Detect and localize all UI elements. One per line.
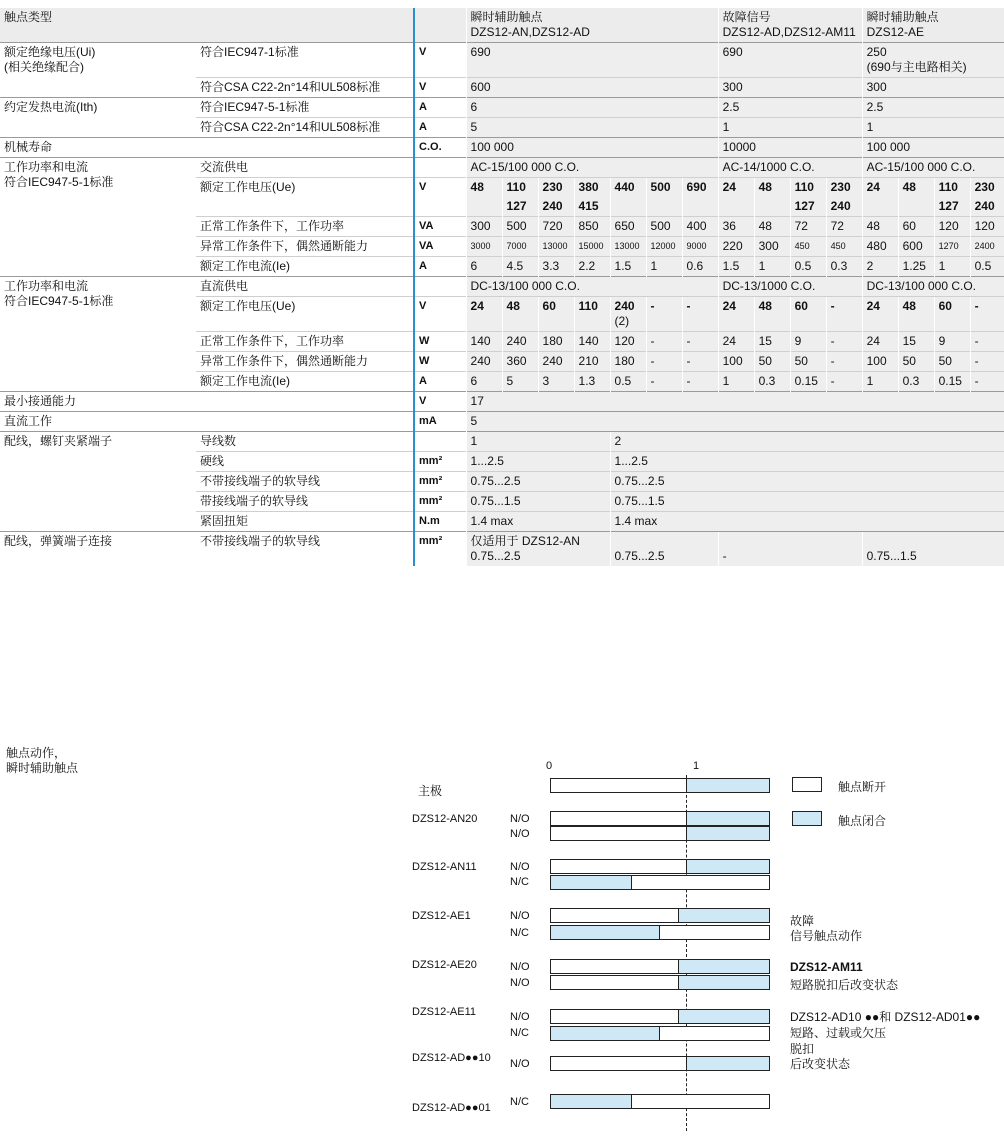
legend-open-swatch — [792, 777, 822, 792]
table-row: 直流工作 mA 5 — [0, 412, 1004, 432]
table-row: 异常工作条件下，偶然通断能力 W 240 360 240 210 180 - - 100 50 50 - 100 50 50 - — [0, 352, 1004, 372]
diagram-title: 触点动作， 瞬时辅助触点 — [6, 746, 79, 775]
table-row: 额定工作电压(Ue) V 48 110 230 380 440 500 690 24 48 110 230 24 48 110 230 — [0, 178, 1004, 198]
group2-header: 故障信号 DZS12-AD,DZS12-AM11 — [718, 8, 862, 43]
table-row: 正常工作条件下，工作功率 W 140 240 180 140 120 - - 24 15 9 - 24 15 9 - — [0, 332, 1004, 352]
table-row: 最小接通能力 V 17 — [0, 392, 1004, 412]
table-row: 配线，螺钉夹紧端子 导线数 1 2 — [0, 432, 1004, 452]
row-name: DZS12-AN11 — [412, 861, 477, 873]
axis-zero: 0 — [546, 760, 553, 772]
header-label: 触点类型 — [0, 8, 414, 43]
main-pole-label: 主极 — [418, 784, 443, 798]
row-name: DZS12-AE20 — [412, 959, 477, 971]
table-row: 机械寿命 C.O. 100 000 10000 100 000 — [0, 138, 1004, 158]
table-row: 不带接线端子的软导线 mm² 0.75...2.5 0.75...2.5 — [0, 472, 1004, 492]
table-row: 紧固扭矩 N.m 1.4 max 1.4 max — [0, 512, 1004, 532]
main-pole-closed — [686, 778, 770, 793]
ui-label: 额定绝缘电压(Ui) (相关绝缘配合) — [0, 43, 196, 98]
table-row: 正常工作条件下，工作功率 VA 300 500 720 850 650 500 400 36 48 72 72 48 60 120 120 — [0, 217, 1004, 237]
table-row: 约定发热电流(Ith) 符合IEC947-5-1标准 A 6 2.5 2.5 — [0, 98, 1004, 118]
table-row: 异常工作条件下，偶然通断能力 VA 3000 7000 13000 15000 13000 12000 9000 220 300 450 450 480 600 1270 2400 — [0, 237, 1004, 257]
table-row: 额定工作电流(Ie) A 6 4.5 3.3 2.2 1.5 1 0.6 1.5 1 0.5 0.3 2 1.25 1 0.5 — [0, 257, 1004, 277]
table-row: 配线，弹簧端子连接 不带接线端子的软导线 mm² 仅适用于 DZS12-AN 0.75...2.5 0.75...2.5 - 0.75...1.5 — [0, 532, 1004, 567]
row-name: DZS12-AE11 — [412, 1006, 476, 1018]
table-row: 硬线 mm² 1...2.5 1...2.5 — [0, 452, 1004, 472]
table-row: 符合CSA C22-2n°14和UL508标准 V 600 300 300 — [0, 78, 1004, 98]
table-row: 额定绝缘电压(Ui) (相关绝缘配合) 符合IEC947-1标准 V 690 690 250 (690与主电路相关) — [0, 43, 1004, 78]
legend-open-label: 触点断开 — [838, 780, 887, 794]
table-row: 工作功率和电流 符合IEC947-5-1标准 直流供电 DC-13/100 000 C.O. DC-13/1000 C.O. DC-13/100 000 C.O. — [0, 277, 1004, 297]
group3-header: 瞬时辅助触点 DZS12-AE — [862, 8, 1004, 43]
table-row: 额定工作电流(Ie) A 6 5 3 1.3 0.5 - - 1 0.3 0.15 - 1 0.3 0.15 - — [0, 372, 1004, 392]
screw-label: 配线，螺钉夹紧端子 — [0, 432, 196, 532]
row-name: DZS12-AE1 — [412, 910, 471, 922]
row-name: DZS12-AD●●01 — [412, 1102, 491, 1114]
table-row: 符合CSA C22-2n°14和UL508标准 A 5 1 1 — [0, 118, 1004, 138]
table-row: 127 240 415 127 240 127 240 — [0, 197, 1004, 217]
axis-one: 1 — [693, 760, 700, 772]
table-row: 带接线端子的软导线 mm² 0.75...1.5 0.75...1.5 — [0, 492, 1004, 512]
row-name: DZS12-AN20 — [412, 813, 478, 825]
table-row: 额定工作电压(Ue) V 24 48 60 110 240 (2) - - 24 48 60 - 24 48 60 - — [0, 297, 1004, 332]
header-row — [0, 8, 1004, 43]
dc-label: 工作功率和电流 符合IEC947-5-1标准 — [0, 277, 196, 392]
legend-closed-swatch — [792, 811, 822, 826]
legend-closed-label: 触点闭合 — [838, 814, 887, 828]
spec-table — [0, 8, 1004, 566]
table-row: 工作功率和电流 符合IEC947-5-1标准 交流供电 AC-15/100 000 C.O. AC-14/1000 C.O. AC-15/100 000 C.O. — [0, 158, 1004, 178]
row-name: DZS12-AD●●10 — [412, 1052, 491, 1064]
ith-label: 约定发热电流(Ith) — [0, 98, 196, 138]
ac-label: 工作功率和电流 符合IEC947-5-1标准 — [0, 158, 196, 277]
group1-header: 瞬时辅助触点 DZS12-AN,DZS12-AD — [466, 8, 718, 43]
